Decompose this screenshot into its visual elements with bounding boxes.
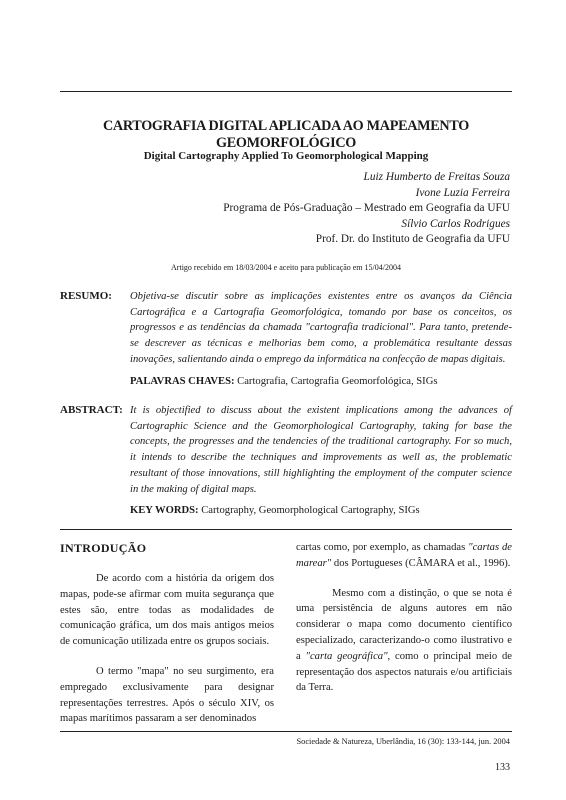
resumo-text: Objetiva-se discutir sobre as implicações existentes entre os avanços da Ciência Cartográfica e a Cartografia Geomorfológica, tomando por base os conceitos, os progressos e as tendências da chamada "cartografia tradicional". Para tanto, pretende-se descrever as técnicas e melhorias bem como, a problemática resultante dessas inovações, salientando ainda o emprego da informática na confecção de mapas digitais. — [130, 291, 512, 365]
key-words — [130, 505, 420, 516]
right-column — [296, 540, 512, 696]
intro-paragraph: O termo "mapa" no seu surgimento, era empregado exclusivamente para designar representações terrestres. Após o século XIV, os mapas marítimos passaram a ser denominados — [60, 665, 274, 725]
journal-citation: Sociedade & Natureza, Uberlândia, 16 (30): 133-144, jun. 2004 — [296, 737, 510, 746]
top-rule — [60, 91, 512, 92]
intro-paragraph: Mesmo com a distinção, o que se nota é uma persistência de alguns autores em não considerar o mapa como documento científico especializado, caracterizando-o como ilustrativo e a "carta geográfica", como o principal meio de representação dos aspectos naturais e/ou artificiais da Terra. — [296, 587, 512, 694]
palavras-chaves — [130, 376, 438, 387]
intro-paragraph: cartas como, por exemplo, as chamadas "cartas de marear" dos Portugueses (CÂMARA et al., 1996). — [296, 542, 512, 569]
left-column — [60, 571, 274, 727]
intro-paragraph: De acordo com a história da origem dos mapas, pode-se afirmar com muita segurança que estes são, entre todas as modalidades de comunicação gráfica, um dos mais antigos meios de comunicação utilizada entre os grupos sociais. — [60, 573, 274, 648]
palavras-chaves-text: Cartografia, Cartografia Geomorfológica, SIGs — [237, 376, 438, 387]
author-name: Ivone Luzia Ferreira — [415, 186, 510, 199]
section-heading: INTRODUÇÃO — [60, 541, 147, 555]
key-words-label: KEY WORDS: — [130, 505, 199, 516]
abstract-label: ABSTRACT: — [60, 404, 123, 416]
resumo-label: RESUMO: — [60, 290, 112, 302]
abstract-text: It is objectified to discuss about the existent implications among the advances of Cartographic Science and the Geomorphological Cartography, taking for base the concepts, the progresses and the tendencies of the traditional cartography. For so much, it intends to describe the techniques and improvements as well as, the problematic resultant of those innovations, still highlighting the employment of the computer science in the making of digital maps. — [130, 405, 512, 495]
section-rule — [60, 529, 512, 530]
page-number: 133 — [495, 762, 510, 773]
key-words-text: Cartography, Geomorphological Cartography, SIGs — [201, 505, 420, 516]
author-name: Sílvio Carlos Rodrigues — [401, 217, 510, 230]
author-name: Luiz Humberto de Freitas Souza — [363, 171, 510, 183]
received-date-note: Artigo recebido em 18/03/2004 e aceito para publicação em 15/04/2004 — [171, 263, 401, 272]
article-subtitle: Digital Cartography Applied To Geomorphological Mapping — [143, 150, 429, 162]
author-block — [223, 170, 510, 248]
author-affiliation: Programa de Pós-Graduação – Mestrado em Geografia da UFU — [223, 202, 510, 215]
author-affiliation: Prof. Dr. do Instituto de Geografia da UFU — [315, 233, 510, 246]
footer-rule — [60, 731, 512, 732]
article-title: CARTOGRAFIA DIGITAL APLICADA AO MAPEAMENTO GEOMORFOLÓGICO — [102, 118, 470, 151]
palavras-chaves-label: PALAVRAS CHAVES: — [130, 376, 235, 387]
